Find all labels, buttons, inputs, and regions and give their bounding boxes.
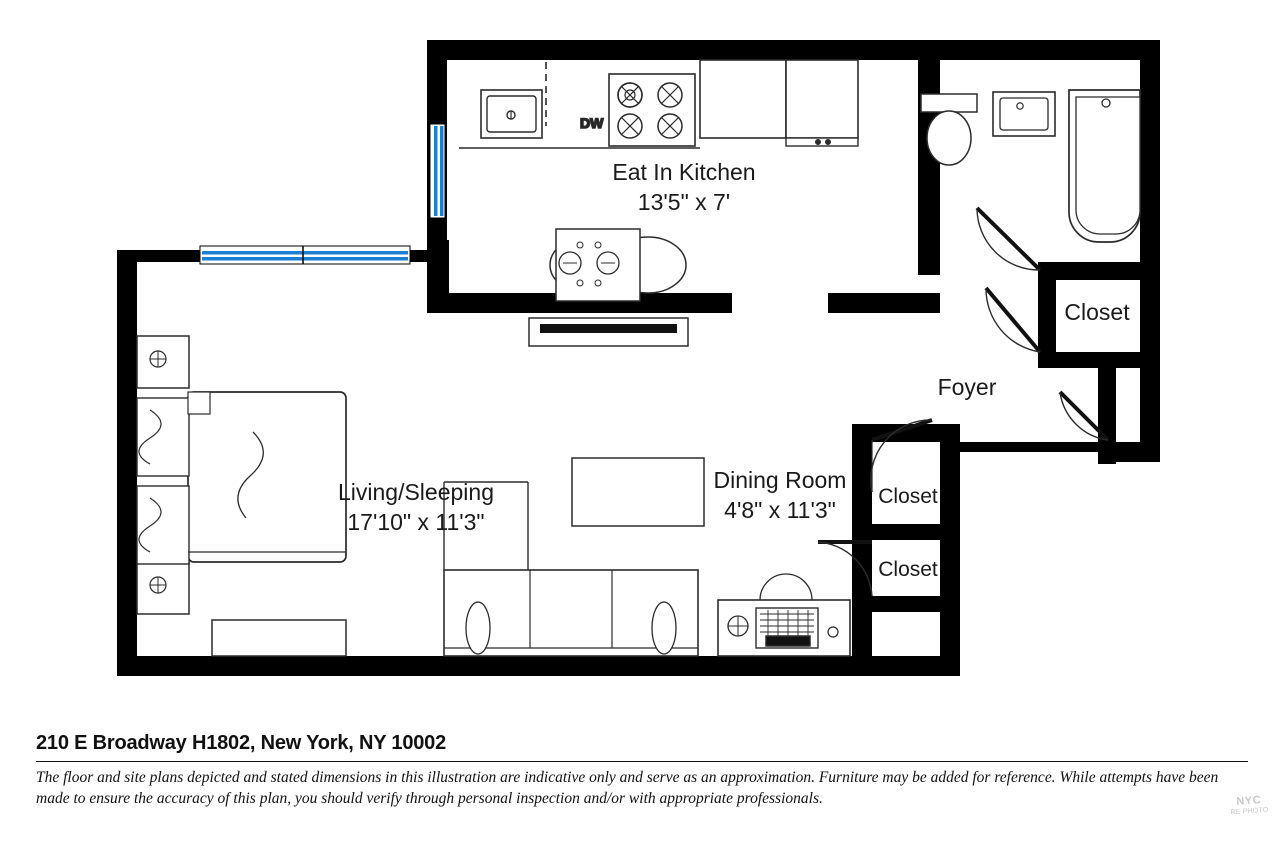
upper-cabinets <box>700 60 858 146</box>
bathroom-fixtures <box>921 90 1140 242</box>
watermark <box>1229 795 1268 816</box>
room-label-closet-2: Closet <box>878 485 938 508</box>
room-label-dining-room: Dining Room <box>713 467 847 493</box>
desk-with-computer <box>718 574 850 656</box>
swing-door-bathroom[interactable] <box>977 208 1040 270</box>
kitchen-sink <box>481 90 542 138</box>
room-label-closet-3: Closet <box>878 558 938 581</box>
room-dims-eat-in-kitchen: 13'5" x 7' <box>637 189 731 215</box>
windows <box>200 124 445 264</box>
watermark-line1: NYC <box>1235 794 1262 808</box>
coffee-table <box>572 458 704 526</box>
disclaimer-text: The floor and site plans depicted and stated dimensions in this illustration are indicative only and serve as an approximation. Furniture may be added for reference. While attempts have been made to ensure the accuracy of this plan, you should verify through personal inspection and/or with appropriate professionals. <box>36 769 1219 807</box>
watermark-line2: RE PHOTO <box>1230 806 1269 816</box>
caption-block <box>36 732 1248 810</box>
bed-queen <box>137 392 346 564</box>
swing-door-closet-1[interactable] <box>986 288 1040 352</box>
appliance-label-dw: DW <box>580 115 604 131</box>
bathtub <box>1069 90 1140 242</box>
interior-walls <box>427 60 1140 656</box>
tv-console <box>529 318 688 346</box>
window-kitchen <box>434 126 438 216</box>
room-dims-living-sleeping: 17'10" x 11'3" <box>347 509 485 535</box>
dresser <box>212 620 346 656</box>
room-labels <box>338 159 1130 581</box>
room-label-eat-in-kitchen: Eat In Kitchen <box>612 159 756 185</box>
nightstand-right <box>137 562 189 614</box>
nightstand-left <box>137 336 189 388</box>
bathroom-sink <box>993 92 1055 136</box>
room-dims-dining-room: 4'8" x 11'3" <box>724 497 836 523</box>
cooktop-four-burner <box>609 74 695 146</box>
divider <box>36 761 1248 762</box>
kitchen-fixtures <box>459 60 858 148</box>
window-living <box>202 251 408 255</box>
room-label-closet-1: Closet <box>1064 299 1130 325</box>
dining-table-round <box>550 229 686 301</box>
page-title: 210 E Broadway H1802, New York, NY 10002 <box>36 732 447 754</box>
room-label-living-sleeping: Living/Sleeping <box>337 479 495 505</box>
room-label-foyer: Foyer <box>937 374 997 400</box>
